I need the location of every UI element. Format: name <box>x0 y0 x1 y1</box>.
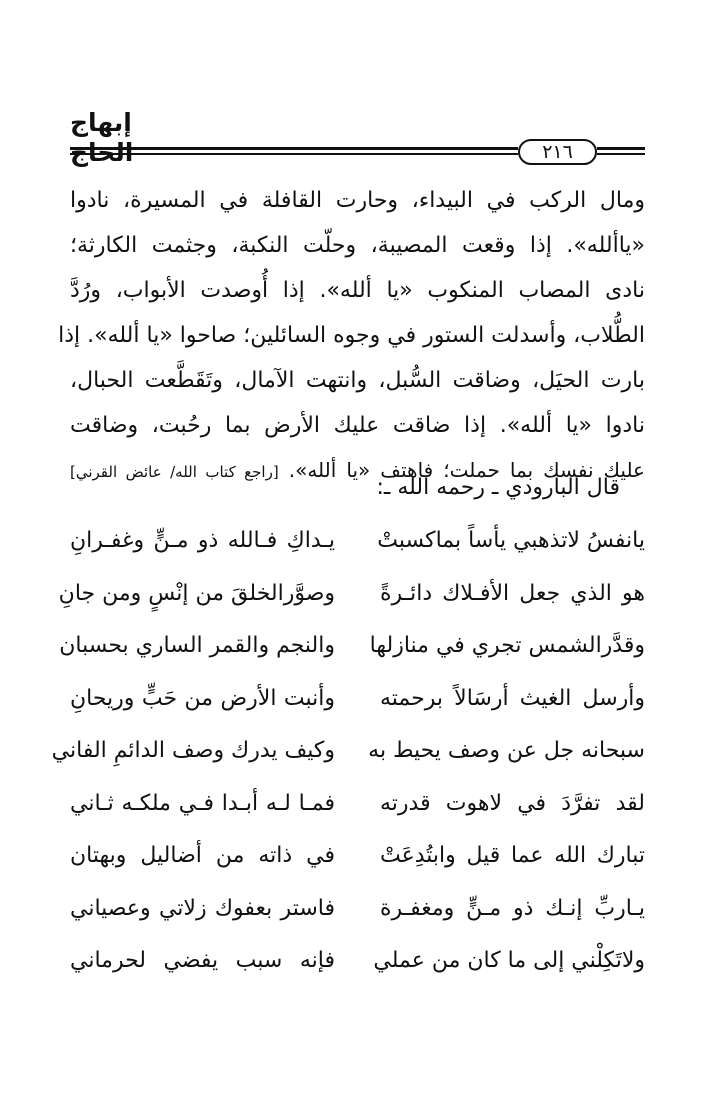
prose-last-text: عليك نفسك بما حملت؛ فاهتف «يا ألله». <box>288 458 645 482</box>
poem-verse <box>51 725 645 778</box>
verse-first-hemistich: وقدَّرالشمس تجري في منازلها <box>369 633 645 658</box>
poem-introduction: قال البارودي ـ رحمه الله ـ: <box>376 475 620 500</box>
prose-line: «ياألله». إذا وقعت المصيبة، وحلّت النكبة، وجثمت الكارثة؛ <box>70 233 645 258</box>
verse-first-hemistich: تبارك الله عما قيل وابتُدِعَتْ <box>380 843 645 868</box>
verse-second-hemistich: وصوَّرالخلقَ من إنْسٍ ومن جانِ <box>58 580 335 606</box>
running-header-title: إبهاج <box>70 108 132 137</box>
prose-line: الطُّلاب، وأسدلت الستور في وجوه السائلين؛ صاحوا «يا ألله». إذا <box>58 323 645 348</box>
verse-first-hemistich: ولاتَكِلْني إلى ما كان من عملي <box>373 948 645 973</box>
poem-verse <box>70 515 645 568</box>
poem <box>51 515 645 988</box>
poem-verse <box>70 883 645 936</box>
verse-second-hemistich: والنجم والقمر الساري بحسبان <box>59 633 335 658</box>
prose-line: نادوا «يا ألله». إذا ضاقت عليك الأرض بما رحُبت، وضاقت <box>70 413 645 438</box>
header-rule-left-thick <box>70 147 518 150</box>
poem-verse <box>58 568 645 621</box>
header-rule-right-thin <box>597 153 645 155</box>
page-number: ٢١٦ <box>518 139 597 165</box>
header-rule-right-thick <box>597 147 645 150</box>
verse-second-hemistich: فاستر بعفوك زلاتي وعصياني <box>70 895 335 921</box>
verse-second-hemistich: فمـا لـه أبـدا فـي ملكـه ثـاني <box>70 790 335 816</box>
poem-verse <box>59 620 645 673</box>
source-reference: [راجع كتاب الله/ عائض القرني] <box>70 463 279 481</box>
verse-first-hemistich: سبحانه جل عن وصف يحيط به <box>368 738 645 763</box>
header-rule <box>70 141 645 165</box>
poem-verse <box>70 673 645 726</box>
poem-verse <box>70 778 645 831</box>
verse-second-hemistich: يـداكِ فـالله ذو مـنٍّ وغفـرانِ <box>70 528 335 553</box>
verse-first-hemistich: لقد تفرَّدَ في لاهوت قدرته <box>380 790 645 816</box>
header-rule-left-thin <box>70 153 518 155</box>
verse-first-hemistich: يـاربِّ إنـك ذو مـنٍّ ومغفـرة <box>380 895 645 921</box>
verse-first-hemistich: يانفسُ لاتذهبي يأساً بماكسبتْ <box>377 528 645 553</box>
verse-first-hemistich: هو الذي جعل الأفـلاك دائـرةً <box>380 580 645 606</box>
verse-second-hemistich: وكيف يدرك وصف الدائمِ الفاني <box>51 738 335 763</box>
poem-verse <box>70 935 645 988</box>
verse-second-hemistich: وأنبت الأرض من حَبٍّ وريحانِ <box>70 685 335 711</box>
prose-paragraph <box>58 178 645 493</box>
prose-line: نادى المصاب المنكوب «يا ألله». إذا أُوصدت الأبواب، ورُدَّ <box>70 278 645 303</box>
poem-verse <box>70 830 645 883</box>
prose-line: بارت الحيَل، وضاقت السُّبل، وانتهت الآمال، وتَقَطَّعت الحبال، <box>70 368 645 393</box>
verse-second-hemistich: في ذاته من أضاليل وبهتان <box>70 843 335 868</box>
verse-first-hemistich: وأرسل الغيث أرسَالاً برحمته <box>380 685 645 711</box>
prose-line: ومال الركب في البيداء، وحارت القافلة في المسيرة، نادوا <box>70 188 645 213</box>
verse-second-hemistich: فإنه سبب يفضي لحرماني <box>70 948 335 973</box>
